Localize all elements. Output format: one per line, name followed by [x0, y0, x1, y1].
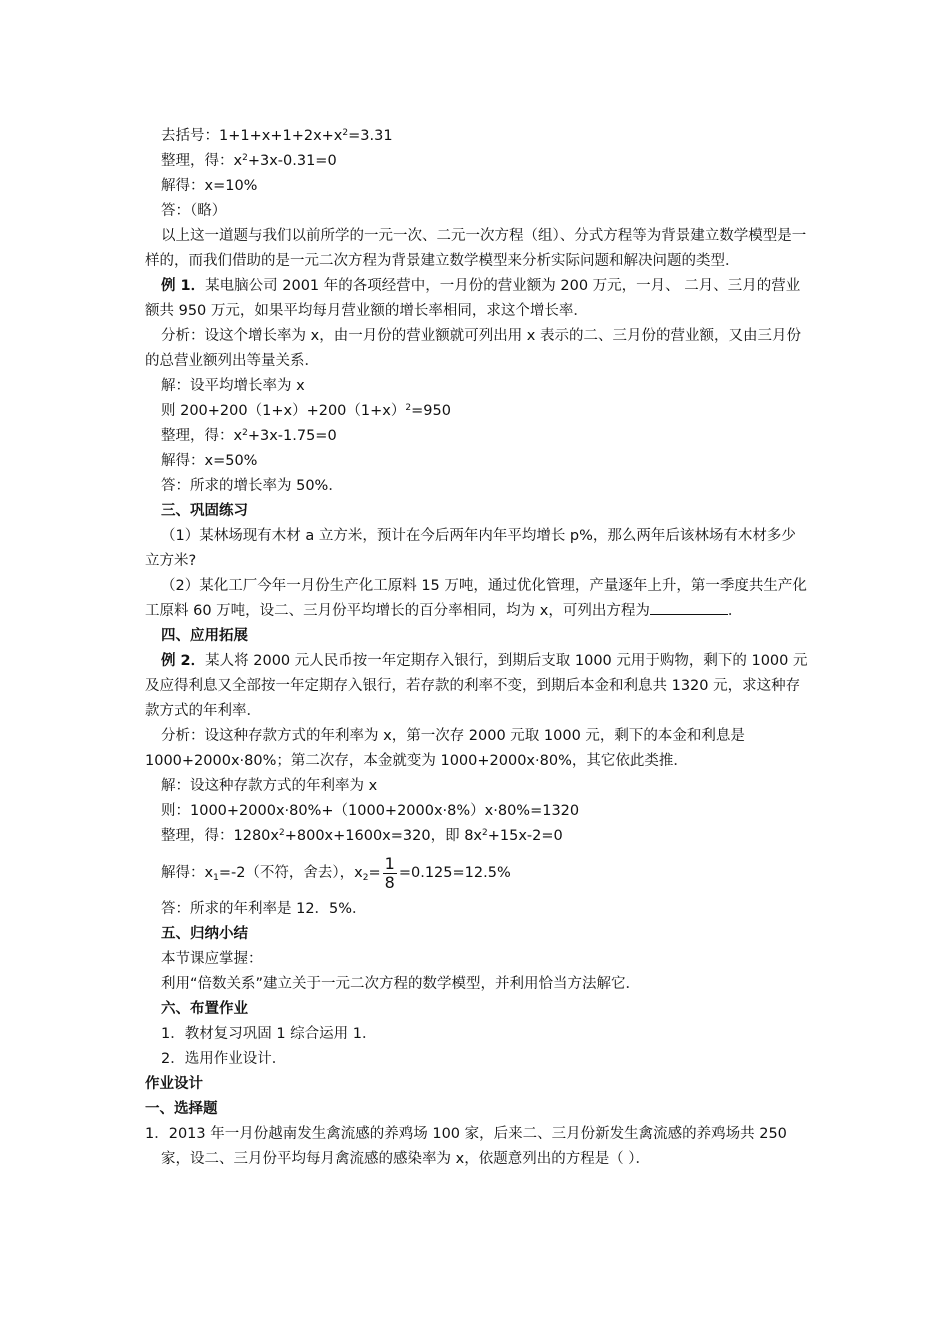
example-2: 例 2．某人将 2000 元人民币按一年定期存入银行，到期后支取 1000 元用于购物，剩下的 1000 元及应得利息又全部按一年定期存入银行，若存款的利率不变，到期后本金和利息共 1320 元，求这种存款方式的年利率． — [145, 653, 808, 719]
section-heading: 五、归纳小结 — [161, 926, 248, 942]
solution-line: 解：设平均增长率为 x — [161, 378, 305, 394]
answer-blank — [650, 600, 728, 615]
paragraph: 以上这一道题与我们以前所学的一元一次、二元一次方程（组）、分式方程等为背景建立数学模型是一样的，而我们借助的是一元二次方程为背景建立数学模型来分析实际问题和解决问题的类型． — [145, 228, 807, 269]
solution-line: 解得：$x_1=-2$（不符，舍去），$x_2=$ $\frac{1}{8}$ =0.125=12.5% — [161, 853, 511, 892]
exercise-2: （2）某化工厂今年一月份生产化工原料 15 万吨，通过优化管理，产量逐年上升，第一季度共生产化工原料 60 万吨，设二、三月份平均增长的百分率相同，均为 x，可列出方程为 ． — [145, 578, 807, 619]
text-line: 利用“倍数关系”建立关于一元二次方程的数学模型，并利用恰当方法解它． — [161, 976, 641, 992]
fraction: $\frac{1}{8}$ — [384, 853, 395, 892]
text-line: 本节课应掌握： — [161, 951, 263, 967]
solution-line: 整理，得：$x^2+3x-1.75=0$ — [161, 428, 337, 444]
solution-line: 解：设这种存款方式的年利率为 x — [161, 778, 378, 794]
text-line: 解得：x=10% — [161, 178, 258, 194]
solution-line: 则：1000+2000x·80%+（1000+2000x·8%）x·80%=1320 — [161, 803, 580, 819]
solution-line: 整理，得：$1280x^2+800x+1600x=320$，即 $8x^2+15x-2=0$ — [161, 828, 563, 844]
homework-question: 1．2013 年一月份越南发生禽流感的养鸡场 100 家，后来二、三月份新发生禽流感的养鸡场共 250 家，设二、三月份平均每月禽流感的感染率为 x，依题意列出的方程是（ ）． — [145, 1126, 787, 1167]
solution-line: 解得：x=50% — [161, 453, 258, 469]
document-body — [145, 124, 810, 1172]
text-line: 答：（略） — [161, 203, 227, 219]
exercise-1: （1）某林场现有木材 a 立方米，预计在今后两年内年平均增长 p%，那么两年后该林场有木材多少立方米? — [145, 528, 796, 569]
section-heading: 六、布置作业 — [161, 1001, 248, 1017]
solution-line: 则 $200+200(1+x)+200(1+x)^2=950$ — [161, 403, 451, 419]
text-line: 去括号：$1+1+x+1+2x+x^2=3.31$ — [161, 128, 393, 144]
example-label: 例 1． — [161, 278, 206, 294]
homework-title: 作业设计 — [145, 1076, 203, 1092]
solution-line: 答：所求的年利率是 12．5%． — [161, 901, 367, 917]
example-1: 例 1．某电脑公司 2001 年的各项经营中，一月份的营业额为 200 万元，一月、 二月、三月的营业额共 950 万元，如果平均每月营业额的增长率相同，求这个增长率． — [145, 278, 801, 319]
text-line: 整理，得：$x^2+3x-0.31=0$ — [161, 153, 337, 169]
section-heading: 三、巩固练习 — [161, 503, 248, 519]
analysis-1: 分析：设这个增长率为 x，由一月份的营业额就可列出用 x 表示的二、三月份的营业额，又由三月份的总营业额列出等量关系． — [145, 328, 801, 369]
solution-line: 答：所求的增长率为 50%． — [161, 478, 343, 494]
list-item: 1．教材复习巩固 1 综合运用 1． — [161, 1026, 377, 1042]
analysis-2: 分析：设这种存款方式的年利率为 x，第一次存 2000 元取 1000 元，剩下的本金和利息是 1000+2000x·80%；第二次存，本金就变为 1000+2000x·80%，其它依此类推． — [145, 728, 745, 769]
homework-section: 一、选择题 — [145, 1101, 218, 1117]
example-label: 例 2． — [161, 653, 206, 669]
section-heading: 四、应用拓展 — [161, 628, 248, 644]
list-item: 2．选用作业设计． — [161, 1051, 287, 1067]
